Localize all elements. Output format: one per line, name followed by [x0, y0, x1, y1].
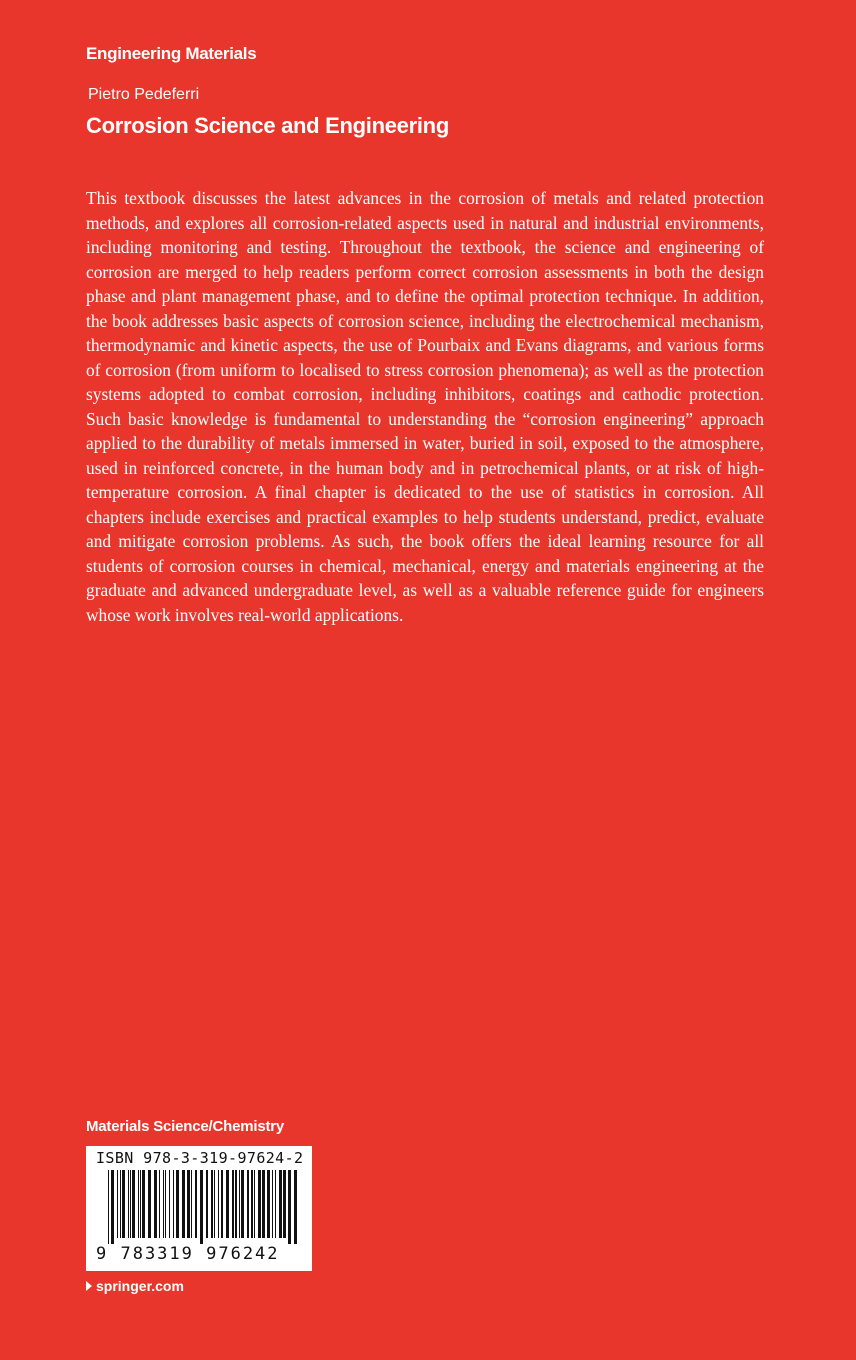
barcode-bar — [148, 1170, 151, 1238]
isbn-label: ISBN 978-3-319-97624-2 — [96, 1149, 304, 1167]
barcode-bar — [182, 1170, 185, 1238]
barcode-bar — [108, 1170, 109, 1244]
barcode-bar — [163, 1170, 164, 1238]
barcode-bar — [241, 1170, 244, 1238]
barcode-bar — [235, 1170, 237, 1238]
barcode-bar — [138, 1170, 139, 1238]
barcode-bar — [165, 1170, 166, 1238]
book-title: Corrosion Science and Engineering — [86, 113, 449, 138]
barcode-digits: 9 783319 976242 — [96, 1244, 280, 1264]
barcode-bar — [214, 1170, 215, 1238]
barcode-bar — [191, 1170, 192, 1238]
barcode-bar — [200, 1170, 203, 1244]
barcode-bar — [159, 1170, 160, 1238]
barcode-bar — [275, 1170, 276, 1238]
book-description: This textbook discusses the latest advances in the corrosion of metals and related protection methods, and explores all corrosion-related aspects used in natural and industrial environments, including monitoring and testing. Throughout the textbook, the science and engineering of corrosion are merged to help readers perform correct corrosion assessments in both the design phase and plant management phase, and to define the optimal protection technique. In addition, the book addresses basic aspects of corrosion science, including the electrochemical mechanism, thermodynamic and kinetic aspects, the use of Pourbaix and Evans diagrams, and various forms of corrosion (from uniform to localised to stress corrosion phenomena); as well as the protection systems adopted to combat corrosion, including inhibitors, coatings and cathodic protection. Such basic knowledge is fundamental to understanding the “corrosion engineering” approach applied to the durability of metals immersed in water, buried in soil, exposed to the atmosphere, used in reinforced concrete, in the human body and in petrochemical plants, or at risk of high-temperature corrosion. A final chapter is dedicated to the use of statistics in corrosion. All chapters include exercises and practical examples to help students understand, predict, evaluate and mitigate corrosion problems. As such, the book offers the ideal learning resource for all students of corrosion courses in chemical, mechanical, energy and materials engineering at the graduate and advanced undergraduate level, as well as a valuable reference guide for engineers whose work involves real-world applications. — [86, 188, 764, 625]
barcode-bar — [221, 1170, 223, 1238]
barcode-bar — [195, 1170, 197, 1238]
barcode-bar — [117, 1170, 118, 1238]
barcode-bar — [128, 1170, 129, 1238]
barcode-bar — [279, 1170, 282, 1238]
barcode-bar — [251, 1170, 253, 1238]
barcode-bar — [187, 1170, 190, 1238]
barcode-bar — [232, 1170, 234, 1238]
barcode-bar — [154, 1170, 157, 1238]
barcode-bar — [211, 1170, 213, 1238]
barcode-bar — [132, 1170, 135, 1238]
barcode-bar — [218, 1170, 219, 1238]
barcode-bar — [294, 1170, 297, 1244]
isbn-barcode — [86, 1146, 312, 1271]
barcode-bar — [239, 1170, 240, 1238]
subject-category: Materials Science/Chemistry — [86, 1118, 285, 1135]
series-name: Engineering Materials — [86, 44, 257, 63]
barcode-bar — [258, 1170, 261, 1238]
barcode-bar — [226, 1170, 229, 1238]
barcode-bar — [130, 1170, 131, 1238]
barcode-bar — [169, 1170, 170, 1238]
barcode-bar — [272, 1170, 273, 1238]
barcode-bar — [111, 1170, 114, 1244]
barcode-bar — [122, 1170, 125, 1238]
barcode-bar — [254, 1170, 255, 1238]
website-link[interactable] — [86, 1278, 184, 1294]
barcode-bar — [247, 1170, 249, 1238]
barcode-icon — [108, 1170, 298, 1244]
barcode-bar — [267, 1170, 270, 1238]
barcode-bar — [288, 1170, 291, 1244]
barcode-bar — [142, 1170, 145, 1238]
website-label: springer.com — [96, 1278, 184, 1294]
barcode-bar — [206, 1170, 208, 1238]
barcode-bar — [176, 1170, 179, 1238]
barcode-bar — [283, 1170, 286, 1238]
barcode-bar — [120, 1170, 121, 1238]
barcode-bar — [140, 1170, 141, 1238]
barcode-bar — [262, 1170, 265, 1238]
arrow-right-icon — [86, 1281, 92, 1291]
author-name: Pietro Pedeferri — [88, 86, 200, 103]
barcode-bar — [173, 1170, 174, 1238]
